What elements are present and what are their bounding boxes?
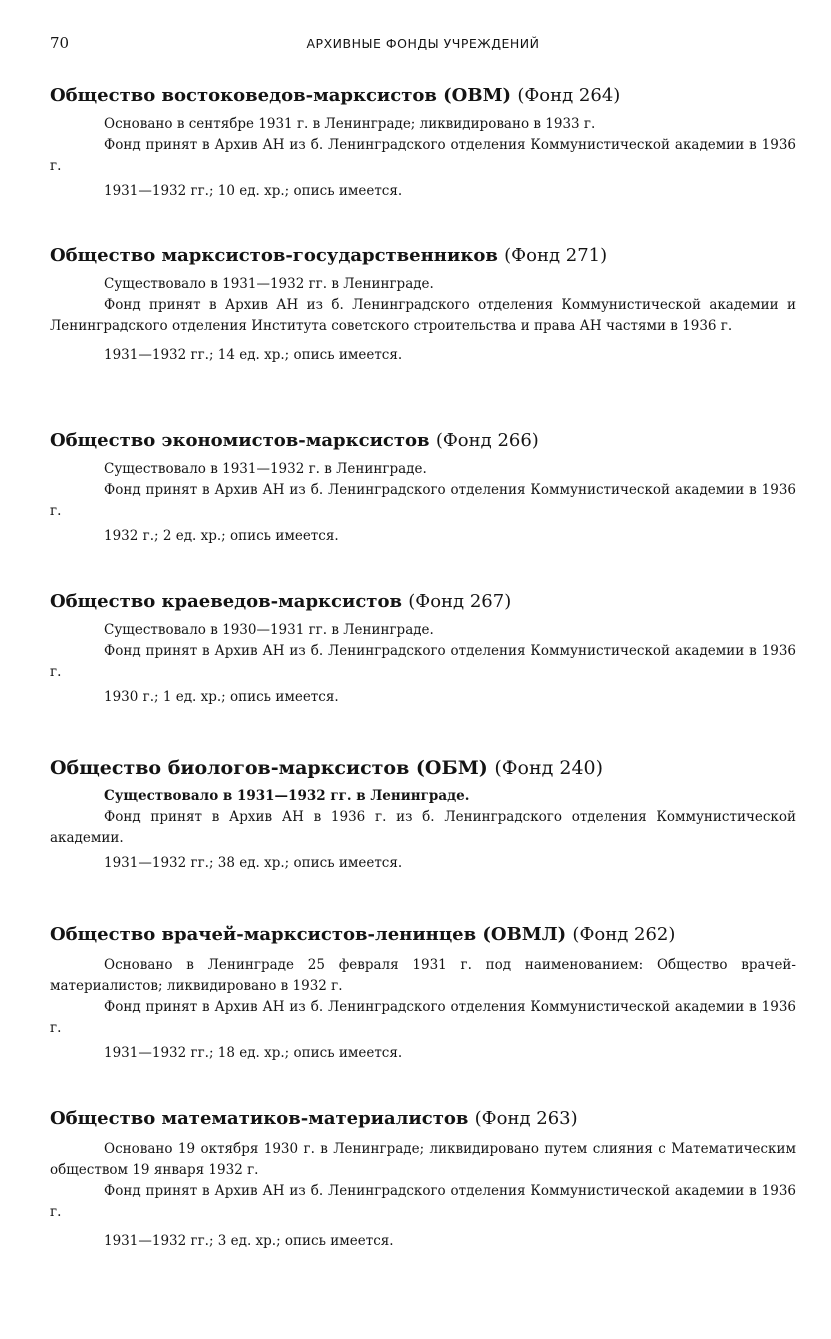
entry-founding: Основано 19 октября 1930 г. в Ленинграде; ликвидировано путем слияния с Математическим обществом 19 января 1932 г. [50, 1141, 796, 1178]
fond-entry [50, 244, 796, 366]
entry-title [50, 429, 796, 453]
entry-provenance: Фонд принят в Архив АН из б. Ленинградского отделения Коммунистической академии в 1936 г. [50, 643, 796, 680]
fond-entry [50, 1107, 796, 1252]
entry-title [50, 756, 796, 780]
entry-founding: Существовало в 1931—1932 гг. в Ленинграде. [104, 788, 470, 804]
running-title: АРХИВНЫЕ ФОНДЫ УЧРЕЖДЕНИЙ [306, 36, 540, 51]
running-head [50, 34, 796, 54]
entry-founding: Существовало в 1930—1931 гг. в Ленинграде. [104, 622, 434, 638]
fond-entry [50, 429, 796, 547]
fond-number: (Фонд 262) [572, 924, 676, 945]
entry-extent: 1931—1932 гг.; 14 ед. хр.; опись имеется. [104, 347, 403, 363]
page-number: 70 [50, 34, 70, 52]
entry-provenance: Фонд принят в Архив АН из б. Ленинградского отделения Коммунистической академии в 1936 г. [50, 482, 796, 519]
fond-entry [50, 590, 796, 708]
entry-title [50, 923, 796, 947]
entry-name: Общество экономистов-марксистов [50, 430, 430, 451]
entry-name: Общество математиков-материалистов [50, 1108, 469, 1129]
fond-number: (Фонд 240) [494, 757, 604, 779]
entry-title [50, 244, 796, 268]
fond-number: (Фонд 271) [504, 245, 608, 266]
entry-extent: 1931—1932 гг.; 3 ед. хр.; опись имеется. [104, 1233, 394, 1249]
entry-provenance: Фонд принят в Архив АН в 1936 г. из б. Ленинградского отделения Коммунистической академии. [50, 809, 796, 846]
entry-name: Общество марксистов-государственников [50, 245, 498, 266]
entry-title [50, 590, 796, 614]
entry-provenance: Фонд принят в Архив АН из б. Ленинградского отделения Коммунистической академии в 1936 г. [50, 1183, 796, 1220]
entry-provenance: Фонд принят в Архив АН из б. Ленинградского отделения Коммунистической академии и Ленинградского отделения Института советского строительства и права АН частями в 1936 г. [50, 297, 796, 334]
fond-number: (Фонд 264) [517, 85, 621, 106]
entry-founding: Существовало в 1931—1932 г. в Ленинграде. [104, 461, 427, 477]
fond-number: (Фонд 263) [474, 1108, 578, 1129]
entry-extent: 1930 г.; 1 ед. хр.; опись имеется. [104, 689, 339, 705]
entry-extent: 1931—1932 гг.; 18 ед. хр.; опись имеется. [104, 1045, 403, 1061]
entry-name: Общество востоковедов-марксистов (ОВМ) [50, 85, 512, 106]
entry-name: Общество врачей-марксистов-ленинцев (ОВМЛ) [50, 924, 567, 945]
fond-entry [50, 923, 796, 1064]
entry-provenance: Фонд принят в Архив АН из б. Ленинградского отделения Коммунистической академии в 1936 г. [50, 137, 796, 174]
entry-title [50, 1107, 796, 1131]
entry-founding: Существовало в 1931—1932 гг. в Ленинграде. [104, 276, 434, 292]
fond-number: (Фонд 267) [408, 591, 512, 612]
entry-title [50, 84, 796, 108]
fond-entry [50, 84, 796, 202]
entry-extent: 1931—1932 гг.; 38 ед. хр.; опись имеется. [104, 855, 403, 871]
entry-founding: Основано в Ленинграде 25 февраля 1931 г. под наименованием: Общество врачей-материалистов; ликвидировано в 1932 г. [50, 957, 796, 994]
entry-extent: 1931—1932 гг.; 10 ед. хр.; опись имеется. [104, 183, 403, 199]
entry-founding: Основано в сентябре 1931 г. в Ленинграде; ликвидировано в 1933 г. [104, 116, 596, 132]
entry-name: Общество биологов-марксистов (ОБМ) [50, 757, 488, 779]
fond-number: (Фонд 266) [435, 430, 539, 451]
entry-name: Общество краеведов-марксистов [50, 591, 402, 612]
entry-provenance: Фонд принят в Архив АН из б. Ленинградского отделения Коммунистической академии в 1936 г. [50, 999, 796, 1036]
entry-extent: 1932 г.; 2 ед. хр.; опись имеется. [104, 528, 339, 544]
fond-entry [50, 756, 796, 874]
